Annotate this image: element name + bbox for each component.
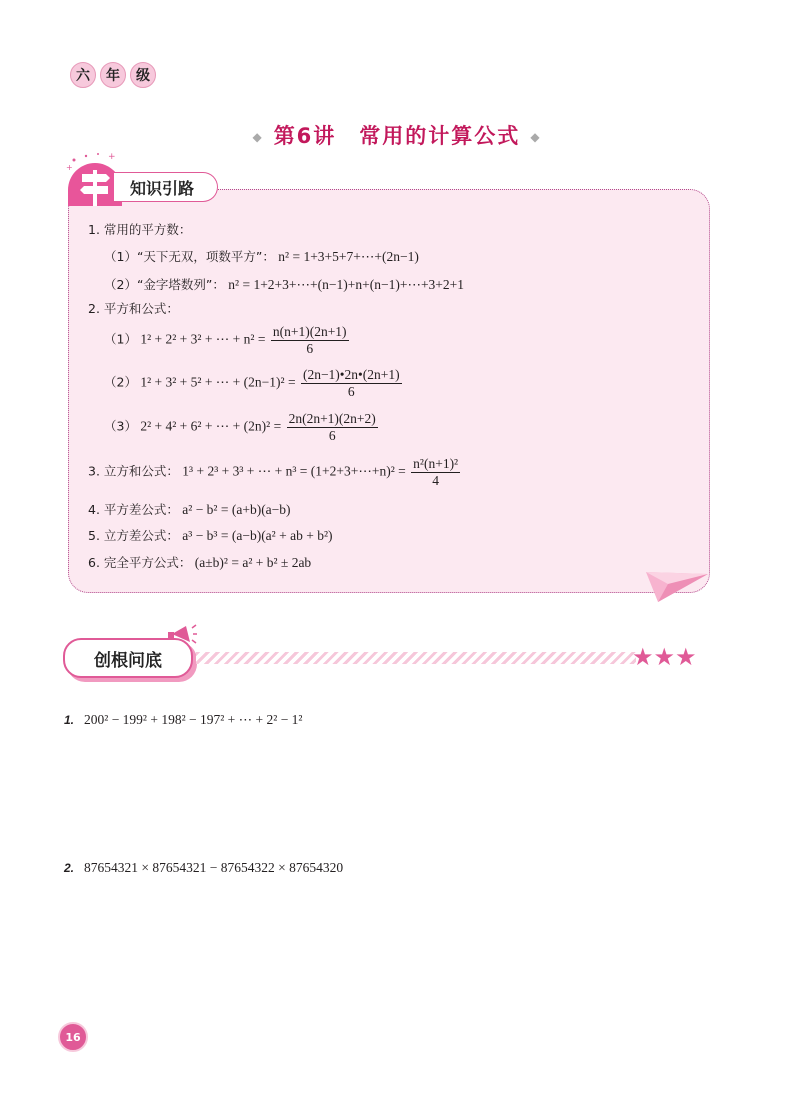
problem-number: 1. xyxy=(64,713,75,727)
fraction xyxy=(411,456,460,489)
difficulty-stars: ★★★ xyxy=(632,643,697,671)
numerator: n²(n+1)² xyxy=(413,456,459,471)
denominator: 6 xyxy=(328,428,336,443)
page-number: 16 xyxy=(58,1022,88,1052)
diamond-icon: ◆ xyxy=(252,130,264,144)
formula-3 xyxy=(88,456,460,489)
practice-heading: 创根问底 xyxy=(63,638,193,678)
formula-label: （3） xyxy=(104,418,137,434)
formula-label: 5. 立方差公式： xyxy=(88,528,179,543)
grade-char: 六 xyxy=(70,62,96,88)
formula-2-2 xyxy=(104,367,402,400)
formula-label: 6. 完全平方公式： xyxy=(88,555,192,570)
knowledge-heading: 知识引路 xyxy=(114,172,218,202)
formula-1-1 xyxy=(104,247,419,265)
denominator: 4 xyxy=(432,473,439,488)
formula-expression: a³ − b³ = (a−b)(a² + ab + b²) xyxy=(182,528,333,543)
formula-label: 3. 立方和公式： xyxy=(88,463,179,479)
fraction xyxy=(301,367,402,400)
formula-lhs: 2² + 4² + 6² + ⋯ + (2n)² = xyxy=(140,418,282,434)
formula-2-1 xyxy=(104,324,349,357)
formula-lhs: 1² + 2² + 3² + ⋯ + n² = xyxy=(140,331,266,347)
formula-label: （1） xyxy=(104,331,137,347)
grade-char: 级 xyxy=(130,62,156,88)
section-1-heading: 1. 常用的平方数： xyxy=(88,222,192,237)
formula-5 xyxy=(88,526,333,544)
formula-label: （2）“金字塔数列”： xyxy=(104,277,225,292)
formula-4 xyxy=(88,500,291,518)
numerator: (2n−1)•2n•(2n+1) xyxy=(302,367,400,382)
svg-text:+: + xyxy=(108,152,116,162)
problem-2 xyxy=(64,860,343,876)
formula-expression: (a±b)² = a² + b² ± 2ab xyxy=(194,555,312,570)
numerator: n(n+1)(2n+1) xyxy=(272,324,347,339)
denominator: 6 xyxy=(306,341,314,356)
megaphone-icon xyxy=(168,622,198,648)
formula-expression: n² = 1+2+3+⋯+(n−1)+n+(n−1)+⋯+3+2+1 xyxy=(228,277,465,292)
numerator: 2n(2n+1)(2n+2) xyxy=(288,411,376,426)
section-2-heading: 2. 平方和公式： xyxy=(88,301,179,316)
formula-expression: a² − b² = (a+b)(a−b) xyxy=(182,502,291,517)
diamond-icon: ◆ xyxy=(530,130,542,144)
problem-text: 200² − 199² + 198² − 197² + ⋯ + 2² − 1² xyxy=(84,712,303,727)
formula-label: （2） xyxy=(104,374,137,390)
lesson-title xyxy=(0,120,794,150)
formula-label: 4. 平方差公式： xyxy=(88,502,179,517)
lesson-title-text: 第6讲 常用的计算公式 xyxy=(273,124,521,148)
formula-lhs: 1² + 3² + 5² + ⋯ + (2n−1)² = xyxy=(140,374,296,390)
problem-text: 87654321 × 87654321 − 87654322 × 87654320 xyxy=(84,860,344,875)
formula-6 xyxy=(88,553,311,571)
svg-text:+: + xyxy=(66,163,73,172)
fraction xyxy=(271,324,349,357)
paper-plane-icon xyxy=(644,562,710,604)
grade-badge xyxy=(70,62,156,88)
problem-1 xyxy=(64,712,302,728)
formula-label: （1）“天下无双，项数平方”： xyxy=(104,249,275,264)
formula-lhs: 1³ + 2³ + 3³ + ⋯ + n³ = (1+2+3+⋯+n)² = xyxy=(182,463,406,479)
formula-2-3 xyxy=(104,411,378,444)
grade-char: 年 xyxy=(100,62,126,88)
problem-number: 2. xyxy=(64,861,75,875)
formula-expression: n² = 1+3+5+7+⋯+(2n−1) xyxy=(278,249,419,264)
formula-1-2 xyxy=(104,275,464,293)
decorative-stripe xyxy=(196,652,636,664)
denominator: 6 xyxy=(347,384,355,399)
fraction xyxy=(287,411,378,444)
